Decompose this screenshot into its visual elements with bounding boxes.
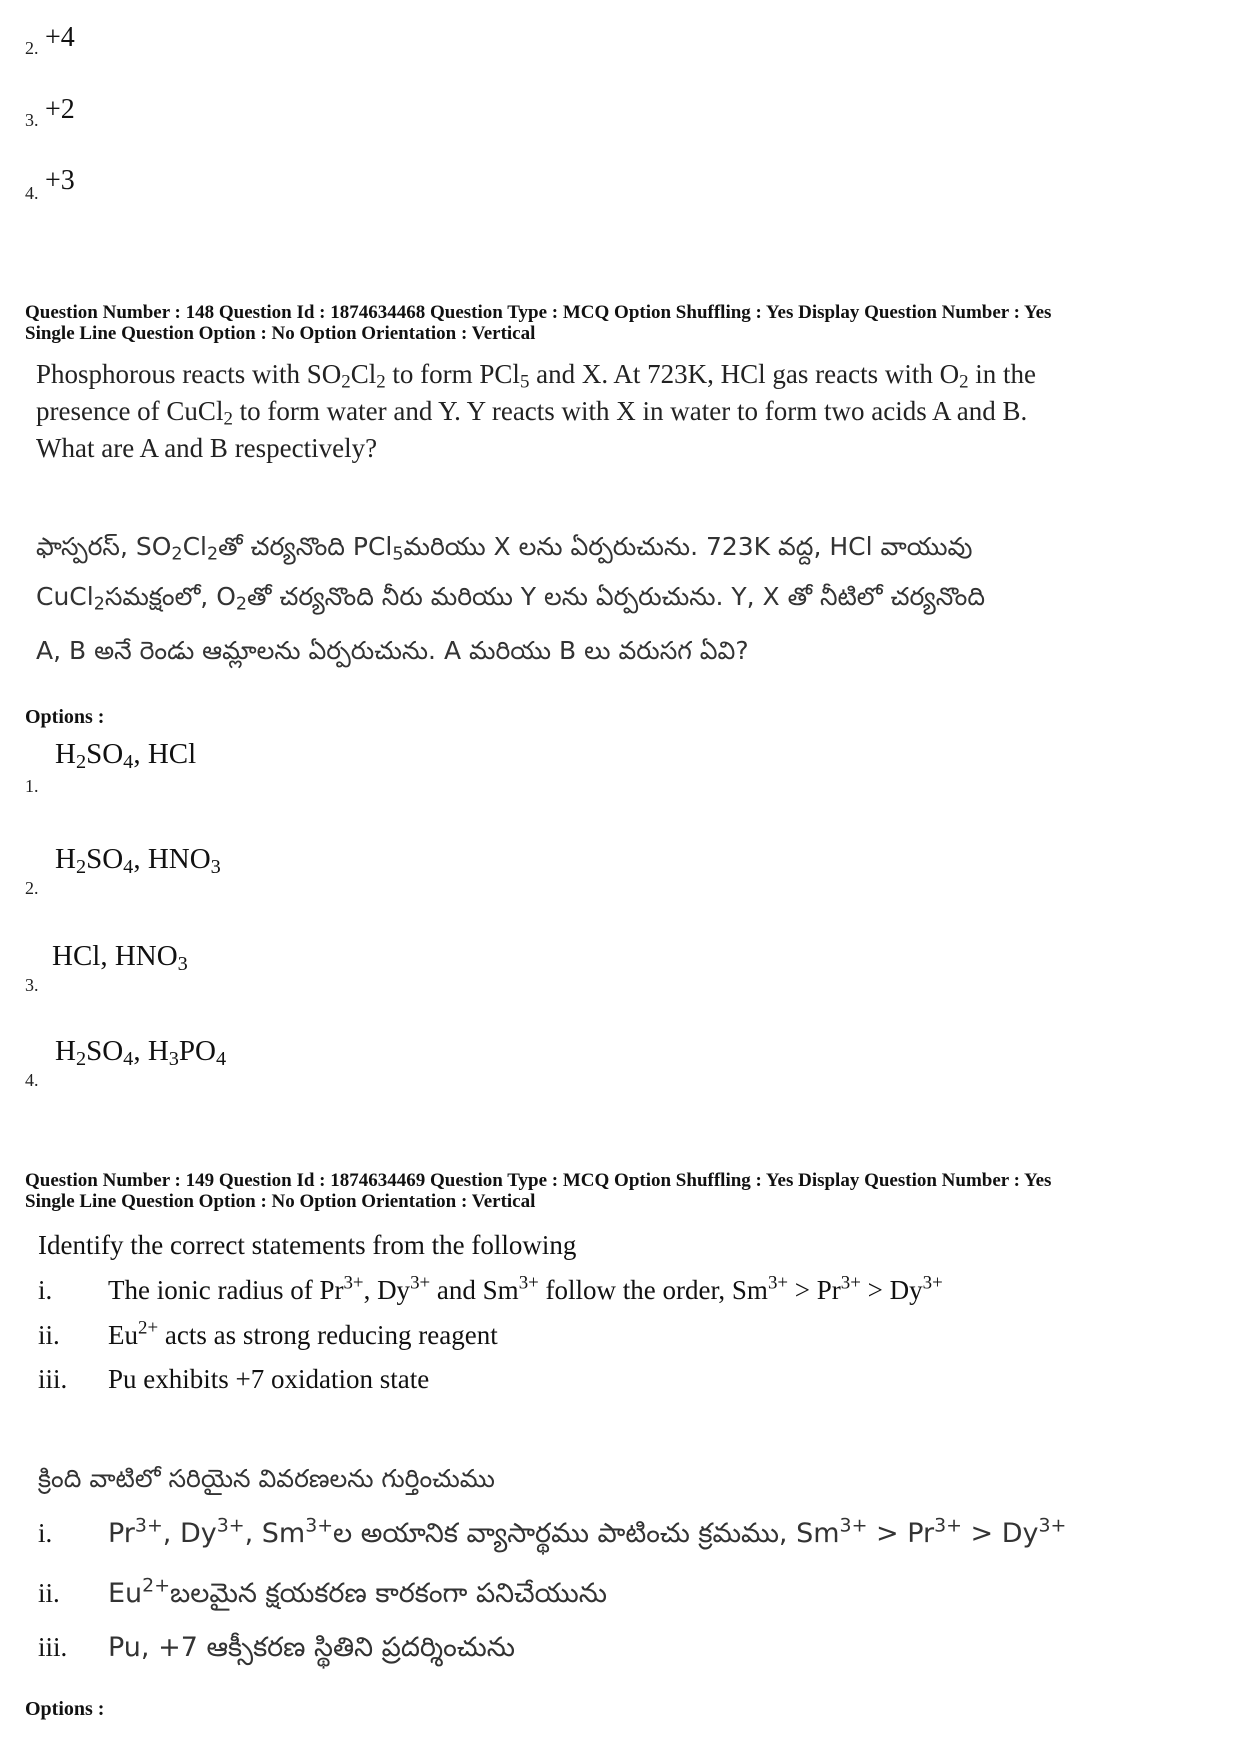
telugu-statement-2: $Eu^{2+}బలమైన$ క్షయకరణ కారకంగా పనిచేయును [108, 1574, 608, 1609]
option-4[interactable]: $H_2SO_4$, $H_3PO_4$ [55, 1035, 227, 1071]
question-148-english [36, 356, 1216, 467]
question-149-telugu-heading: క్రింది వాటిలో సరియైన వివరణలను గుర్తించుము [38, 1464, 495, 1493]
telugu-line-2: CuCl$_2$సమక్షంలో, $O_2తో$ చర్యనొంది నీరు మరియు Y లను ఏర్పరుచును. Y, X తో నీటిలో చర్యనొంది [36, 582, 985, 615]
roman-numeral: iii. [38, 1632, 68, 1662]
options-label: Options : [25, 1698, 105, 1720]
option-value[interactable]: +2 [45, 94, 75, 125]
question-meta-149-line1: Question Number : 149 Question Id : 1874634469 Question Type : MCQ Option Shuffling : Yes Display Question Number : Yes [25, 1170, 1052, 1191]
option-number: 4. [25, 183, 39, 203]
telugu-statement-3: Pu, +7 ఆక్సీకరణ స్థితిని ప్రదర్శించును [108, 1632, 515, 1663]
english-statement-1: The ionic radius of $Pr^{3+}$, $Dy^{3+}$ and $Sm^{3+}$ follow the order, $Sm^{3+} > Pr^{3+} > Dy^{3+}$ [108, 1272, 943, 1305]
option-number: 2. [25, 878, 39, 898]
option-1[interactable]: $H_2SO_4$, HCl [55, 738, 197, 774]
option-2[interactable]: $H_2SO_4$, $HNO_3$ [55, 843, 221, 879]
roman-numeral: iii. [38, 1364, 68, 1394]
english-line-3: What are A and B respectively? [36, 433, 378, 463]
english-statement-3: Pu exhibits +7 oxidation state [108, 1364, 430, 1394]
option-number: 2. [25, 38, 39, 58]
option-number: 3. [25, 110, 39, 130]
telugu-line-1: ఫాస్పరస్, $SO_2Cl_2తో$ చర్యనొంది PCl$_5$మరియు X లను ఏర్పరుచును. 723K వద్ద, HCl వాయువు [36, 532, 973, 565]
telugu-line-3: A, B అనే రెండు ఆమ్లాలను ఏర్పరుచును. A మరియు B లు వరుసగ ఏవి? [36, 636, 749, 665]
english-statement-2: $Eu^{2+}$ acts as strong reducing reagent [108, 1317, 498, 1350]
roman-numeral: ii. [38, 1578, 60, 1608]
question-meta-148-line2: Single Line Question Option : No Option Orientation : Vertical [25, 323, 536, 344]
option-number: 4. [25, 1070, 39, 1090]
option-value[interactable]: +3 [45, 165, 75, 196]
question-149-english-heading: Identify the correct statements from the following [38, 1230, 577, 1260]
english-line-1: Phosphorous reacts with $SO_2Cl_2$ to form PCl$_5$ and X. At 723K, HCl gas reacts with $O_2$ in the [36, 359, 1037, 393]
option-3[interactable]: HCl, $HNO_3$ [52, 940, 188, 976]
options-label: Options : [25, 706, 105, 728]
option-value[interactable]: +4 [45, 22, 75, 53]
option-number: 1. [25, 776, 39, 796]
roman-numeral: i. [38, 1518, 53, 1548]
roman-numeral: i. [38, 1275, 53, 1305]
roman-numeral: ii. [38, 1320, 60, 1350]
english-line-2: presence of CuCl$_2$ to form water and Y. Y reacts with X in water to form two acids A and B. [36, 396, 1028, 430]
question-meta-148-line1: Question Number : 148 Question Id : 1874634468 Question Type : MCQ Option Shuffling : Yes Display Question Number : Yes [25, 302, 1052, 323]
question-meta-149-line2: Single Line Question Option : No Option Orientation : Vertical [25, 1191, 536, 1212]
telugu-statement-1: $Pr^{3+}$, $Dy^{3+}$, $Sm^{3+}ల$ అయానిక వ్యాసార్థము పాటించు క్రమము, $Sm^{3+} > Pr^{3+} > Dy^{3+}$ [108, 1514, 1067, 1549]
option-number: 3. [25, 975, 39, 995]
